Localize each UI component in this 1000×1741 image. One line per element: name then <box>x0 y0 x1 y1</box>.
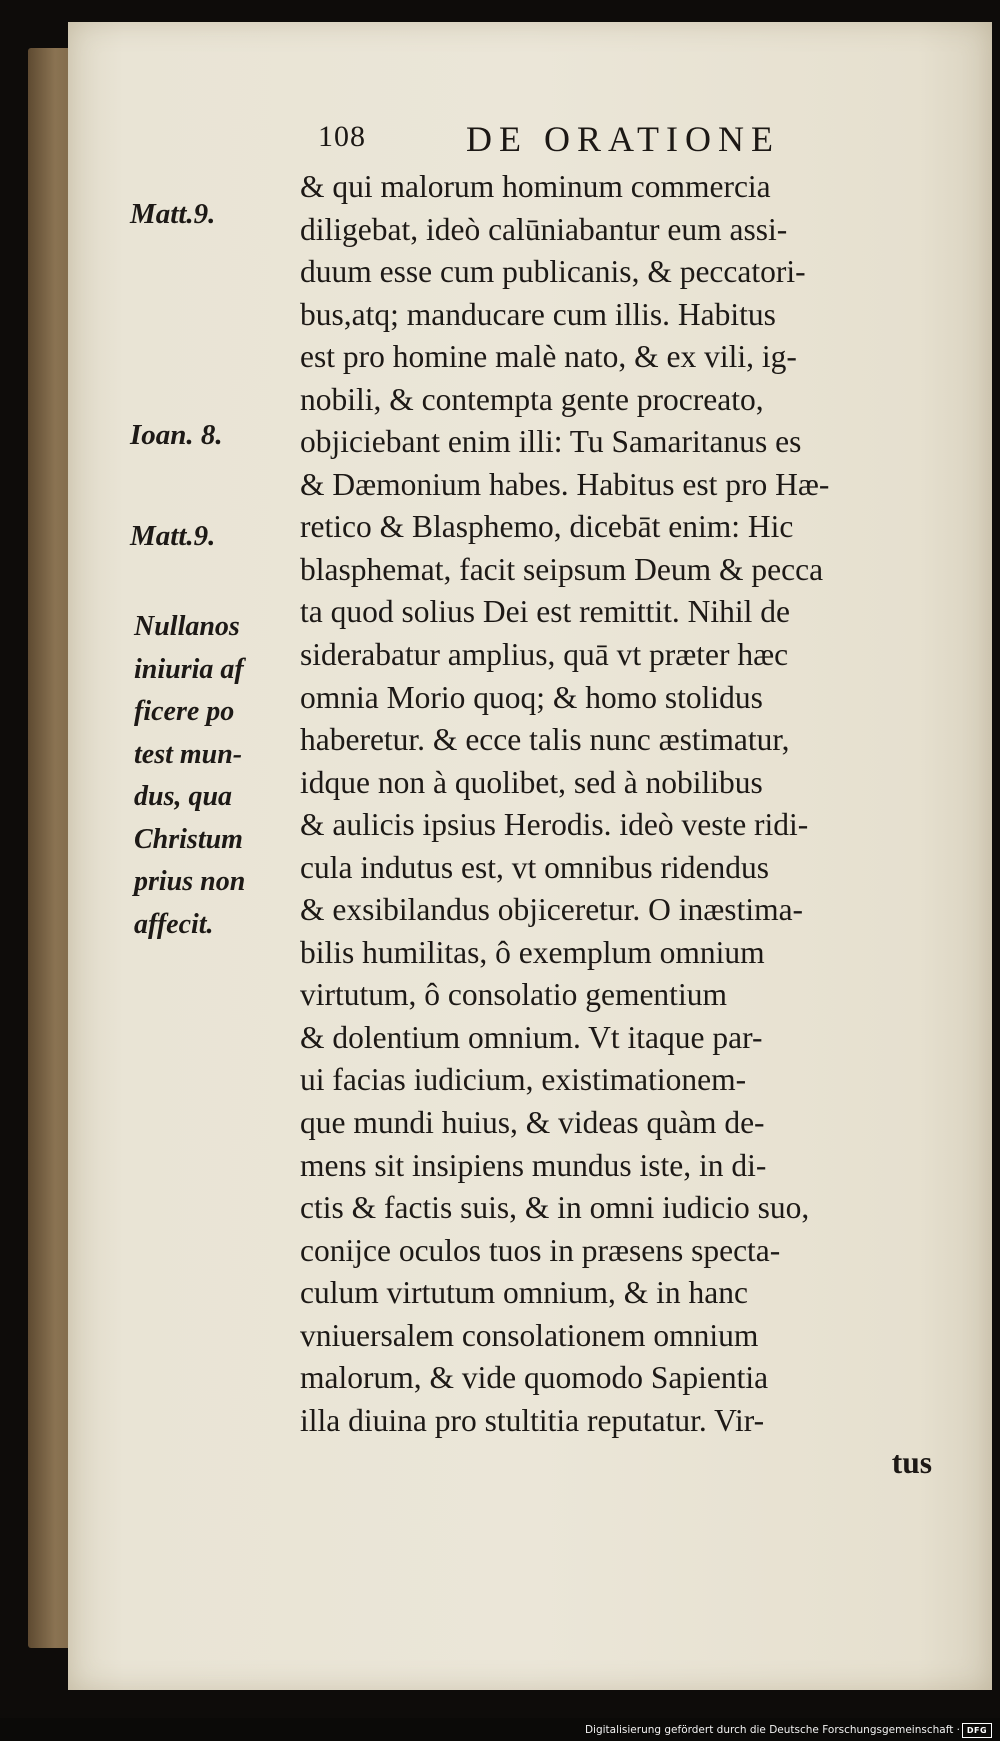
side-note-line: iniuria af <box>134 653 244 685</box>
text-line: ctis & factis suis, & in omni iudicio suo, <box>300 1190 810 1226</box>
text-line: retico & Blasphemo, dicebāt enim: Hic <box>300 509 794 545</box>
margin-reference-3: Matt.9. <box>130 520 216 552</box>
dfg-logo-icon: DFG <box>962 1723 992 1738</box>
side-note-line: Christum <box>134 823 243 855</box>
running-title: DE ORATIONE <box>466 119 780 159</box>
side-note-line: ficere po <box>134 696 235 727</box>
text-line: ta quod solius Dei est remittit. Nihil de <box>300 594 790 630</box>
digitization-credit: Digitalisierung gefördert durch die Deutsche Forschungsgemeinschaft · <box>584 1724 960 1736</box>
text-line: malorum, & vide quomodo Sapientia <box>300 1360 769 1396</box>
text-line: & qui malorum hominum commercia <box>300 169 771 204</box>
page-header <box>318 118 858 162</box>
body-text <box>300 166 950 1485</box>
text-line: & Dæmonium habes. Habitus est pro Hæ- <box>300 466 830 502</box>
text-line: virtutum, ô consolatio gementium <box>300 977 727 1013</box>
text-line: & exsibilandus objiceretur. O inæstima- <box>300 892 804 928</box>
text-line: que mundi huius, & videas quàm de- <box>300 1105 765 1141</box>
margin-reference-2: Ioan. 8. <box>130 419 223 451</box>
text-line: cula indutus est, vt omnibus ridendus <box>300 849 769 885</box>
text-line: diligebat, ideò calūniabantur eum assi- <box>300 211 788 247</box>
text-line: conijce oculos tuos in præsens specta- <box>300 1232 781 1268</box>
side-note-line: prius non <box>134 866 246 897</box>
text-line: & dolentium omnium. Vt itaque par- <box>300 1019 763 1055</box>
text-line: nobili, & contempta gente procreato, <box>300 381 764 417</box>
text-line: objiciebant enim illi: Tu Samaritanus es <box>300 424 802 460</box>
text-line: culum virtutum omnium, & in hanc <box>300 1275 748 1311</box>
text-line: vniuersalem consolationem omnium <box>300 1317 759 1353</box>
side-note-line: Nullanos <box>134 611 240 642</box>
text-line: siderabatur amplius, quā vt præter hæc <box>300 637 789 673</box>
side-note-line: dus, qua <box>134 781 233 812</box>
text-line: duum esse cum publicanis, & peccatori- <box>300 254 806 290</box>
catchword: tus <box>891 1445 932 1481</box>
text-line: est pro homine malè nato, & ex vili, ig- <box>300 339 797 375</box>
page-number: 108 <box>318 120 366 153</box>
text-line: bilis humilitas, ô exemplum omnium <box>300 934 765 970</box>
text-line: idque non à quolibet, sed à nobilibus <box>300 764 763 800</box>
text-line: omnia Morio quoq; & homo stolidus <box>300 679 763 715</box>
text-line: illa diuina pro stultitia reputatur. Vir- <box>300 1402 765 1438</box>
side-note-line: affecit. <box>134 908 214 940</box>
text-line: bus,atq; manducare cum illis. Habitus <box>300 296 776 332</box>
text-line: mens sit insipiens mundus iste, in di- <box>300 1147 767 1183</box>
text-line: haberetur. & ecce talis nunc æstimatur, <box>300 722 790 758</box>
text-line: ui facias iudicium, existimationem- <box>300 1062 747 1098</box>
text-line: blasphemat, facit seipsum Deum & pecca <box>300 551 824 587</box>
margin-reference-1: Matt.9. <box>130 198 216 230</box>
side-note-line: test mun- <box>134 738 243 770</box>
text-line: & aulicis ipsius Herodis. ideò veste ridi- <box>300 807 809 843</box>
margin-side-note <box>134 606 294 946</box>
